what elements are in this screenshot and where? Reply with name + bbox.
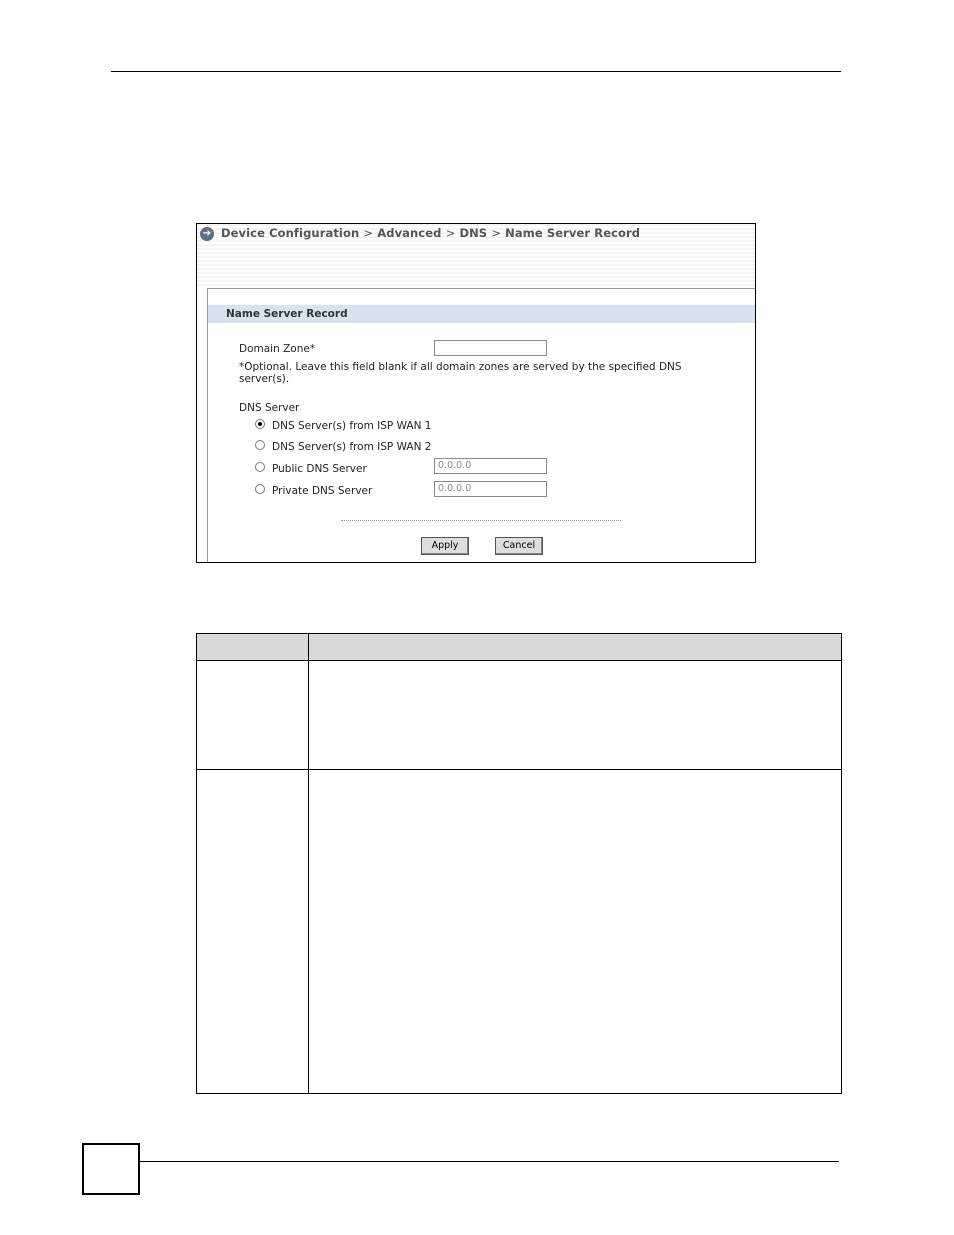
radio-private-dns[interactable] — [255, 484, 265, 494]
cancel-button[interactable]: Cancel — [495, 537, 543, 555]
footer-rule — [140, 1161, 839, 1162]
radio-isp-wan1[interactable] — [255, 419, 265, 429]
breadcrumb-separator: > — [363, 226, 374, 240]
screenshot-frame — [196, 223, 756, 563]
name-server-record-panel — [207, 288, 756, 563]
table-header-row — [197, 634, 841, 661]
breadcrumb-item-dns[interactable]: DNS — [459, 226, 488, 240]
page-number-box — [82, 1143, 140, 1195]
domain-zone-input[interactable] — [434, 340, 547, 356]
option-private-dns-label: Private DNS Server — [272, 485, 373, 497]
apply-button[interactable]: Apply — [421, 537, 469, 555]
radio-public-dns[interactable] — [255, 462, 265, 472]
breadcrumb-item-advanced[interactable]: Advanced — [377, 226, 442, 240]
dotted-divider — [341, 520, 621, 521]
option-isp-wan2-label: DNS Server(s) from ISP WAN 2 — [272, 441, 432, 453]
domain-zone-note: *Optional. Leave this field blank if all domain zones are served by the specified DNS server(s). — [239, 361, 682, 385]
breadcrumb — [221, 226, 640, 240]
domain-zone-label: Domain Zone* — [239, 343, 316, 355]
arrow-right-circle-icon: ➔ — [200, 227, 214, 241]
breadcrumb-bar — [197, 224, 755, 288]
breadcrumb-item-device-configuration[interactable]: Device Configuration — [221, 226, 360, 240]
header-rule — [111, 71, 841, 72]
breadcrumb-separator: > — [491, 226, 502, 240]
option-isp-wan1-label: DNS Server(s) from ISP WAN 1 — [272, 420, 432, 432]
description-table — [196, 633, 842, 1094]
breadcrumb-separator: > — [445, 226, 456, 240]
public-dns-input[interactable]: 0.0.0.0 — [434, 458, 547, 474]
private-dns-input[interactable]: 0.0.0.0 — [434, 481, 547, 497]
table-column-divider — [308, 634, 309, 1093]
dns-server-label: DNS Server — [239, 402, 300, 414]
radio-isp-wan2[interactable] — [255, 440, 265, 450]
table-row-divider — [197, 769, 841, 770]
panel-header — [208, 305, 756, 323]
panel-title: Name Server Record — [226, 308, 348, 320]
option-public-dns-label: Public DNS Server — [272, 463, 367, 475]
breadcrumb-item-name-server-record: Name Server Record — [505, 226, 641, 240]
